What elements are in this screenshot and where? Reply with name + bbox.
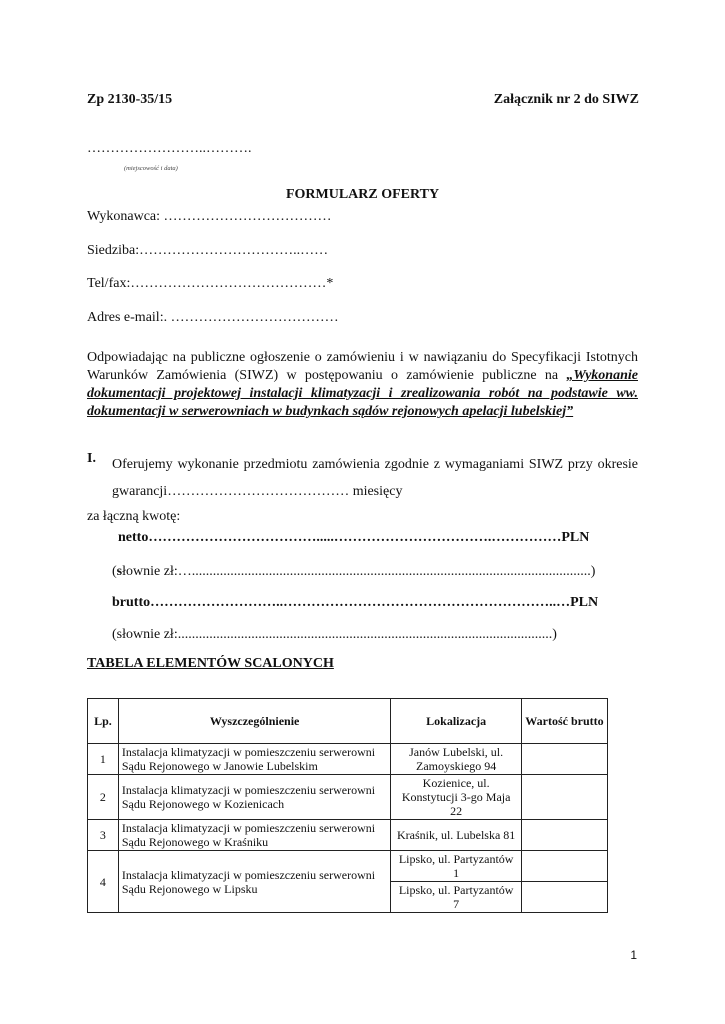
intro-paragraph	[87, 349, 638, 421]
intro-text: Odpowiadając na publiczne ogłoszenie o zamówieniu i w nawiązaniu do Specyfikacji Istotnych Warunków Zamówienia (SIWZ) w postępowaniu o zamówienie publiczne na	[87, 350, 638, 383]
row-gross-value	[521, 851, 607, 882]
netto-words-text: łownie zł:…..................................................................................................................	[122, 564, 591, 579]
row-gross-value	[521, 775, 607, 820]
row-description: Instalacja klimatyzacji w pomieszczeniu serwerowni Sądu Rejonowego w Kraśniku	[118, 820, 391, 851]
header-lp: Lp.	[88, 699, 119, 744]
table-row	[88, 775, 608, 820]
document-reference: Zp 2130-35/15	[87, 92, 173, 107]
netto-amount-field: netto……………………………….....…………………………….……………PLN	[118, 530, 590, 545]
section-offer-text: Oferujemy wykonanie przedmiotu zamówienia zgodnie z wymaganiami SIWZ przy okresie gwarancji………………………………… miesięcy	[112, 457, 638, 499]
contract-subject: „Wykonanie dokumentacji projektowej instalacji klimatyzacji i zrealizowania robót na podstawie ww. dokumentacji w serwerowniach w budynkach sądów rejonowych apelacji lubelskiej”	[87, 368, 638, 419]
table-row	[88, 851, 608, 882]
netto-words-prefix: s	[116, 564, 123, 579]
place-date-caption: (miejscowość i data)	[124, 165, 178, 172]
email-field: Adres e-mail:. ………………………………	[87, 310, 339, 325]
form-title: FORMULARZ OFERTY	[285, 187, 440, 202]
header-location: Lokalizacja	[391, 699, 522, 744]
row-location: Janów Lubelski, ul. Zamoyskiego 94	[391, 744, 522, 775]
row-location: Kozienice, ul. Konstytucji 3-go Maja 22	[391, 775, 522, 820]
contractor-field: Wykonawca: ………………………………	[87, 209, 332, 224]
row-location-second: Lipsko, ul. Partyzantów 7	[391, 882, 522, 913]
table-title: TABELA ELEMENTÓW SCALONYCH	[87, 656, 334, 671]
row-lp: 2	[88, 775, 119, 820]
table-row	[88, 744, 608, 775]
table-header-row	[88, 699, 608, 744]
row-location: Kraśnik, ul. Lubelska 81	[391, 820, 522, 851]
total-amount-label: za łączną kwotę:	[87, 509, 181, 524]
seat-field: Siedziba:……………………………..……	[87, 243, 329, 258]
netto-words-field: (słownie zł:…..................................................................................................................)	[112, 564, 596, 579]
row-gross-value	[521, 744, 607, 775]
elements-table	[87, 698, 608, 913]
row-location: Lipsko, ul. Partyzantów 1	[391, 851, 522, 882]
brutto-amount-field: brutto………………………..…………………………………………………..…PLN	[112, 595, 599, 610]
place-date-field: ……………………..……….	[87, 141, 252, 156]
header-description: Wyszczególnienie	[118, 699, 391, 744]
annex-label: Załącznik nr 2 do SIWZ	[493, 92, 639, 107]
row-description: Instalacja klimatyzacji w pomieszczeniu serwerowni Sądu Rejonowego w Lipsku	[118, 851, 391, 913]
row-lp: 3	[88, 820, 119, 851]
row-lp: 4	[88, 851, 119, 913]
row-gross-value	[521, 820, 607, 851]
row-gross-value-second	[521, 882, 607, 913]
table-row	[88, 820, 608, 851]
section-number: I.	[87, 451, 96, 466]
row-lp: 1	[88, 744, 119, 775]
brutto-words-field: (słownie zł:...........................................................................................................)	[112, 627, 557, 642]
page-number: 1	[630, 948, 637, 962]
row-description: Instalacja klimatyzacji w pomieszczeniu serwerowni Sądu Rejonowego w Janowie Lubelskim	[118, 744, 391, 775]
header-gross-value: Wartość brutto	[521, 699, 607, 744]
row-description: Instalacja klimatyzacji w pomieszczeniu serwerowni Sądu Rejonowego w Kozienicach	[118, 775, 391, 820]
telfax-field: Tel/fax:……………………………………*	[87, 276, 334, 291]
